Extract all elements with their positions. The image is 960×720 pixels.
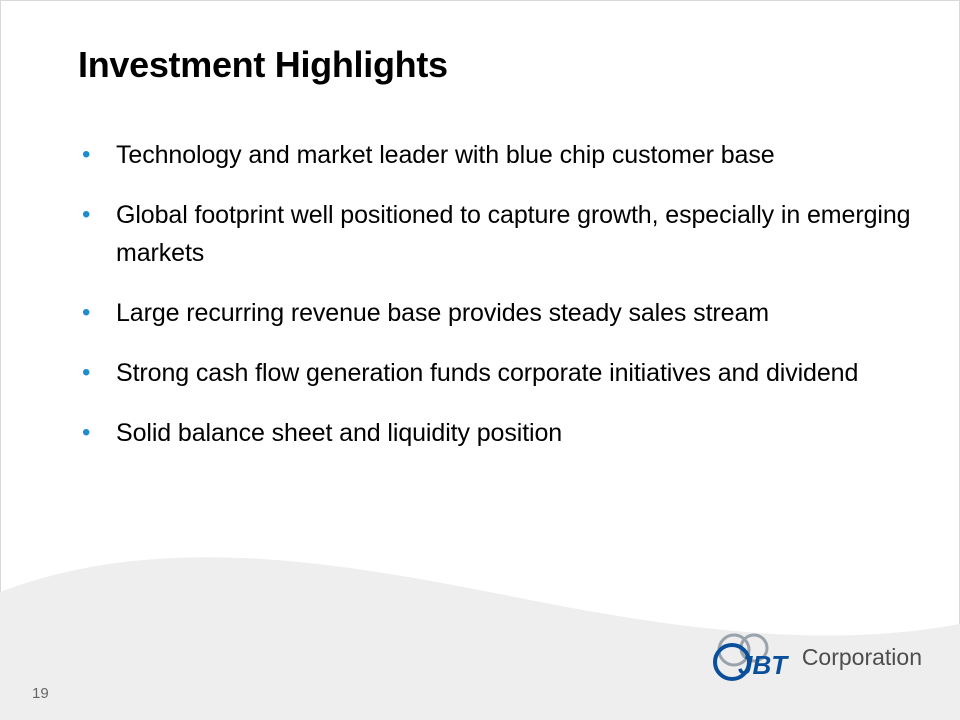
bullet-text: Solid balance sheet and liquidity position	[116, 419, 563, 447]
list-item	[78, 354, 918, 392]
decorative-wave	[0, 520, 960, 720]
page-title: Investment Highlights	[78, 44, 448, 85]
bullet-text: Large recurring revenue base provides steady sales stream	[116, 299, 769, 327]
bullet-dot-icon: •	[82, 201, 91, 228]
bullet-text: Global footprint well positioned to capture growth, especially in emerging markets	[116, 201, 911, 267]
jbt-logo-icon	[710, 632, 794, 682]
svg-text:JBT: JBT	[737, 650, 787, 680]
bullet-text: Strong cash flow generation funds corporate initiatives and dividend	[116, 359, 859, 387]
list-item	[78, 196, 918, 272]
list-item	[78, 136, 918, 174]
bullet-text: Technology and market leader with blue chip customer base	[116, 141, 775, 169]
bullet-dot-icon: •	[82, 359, 91, 386]
bullet-dot-icon: •	[82, 419, 91, 446]
logo-wordmark: Corporation	[801, 643, 922, 670]
list-item	[78, 414, 918, 452]
bullet-dot-icon: •	[82, 299, 91, 326]
bullet-dot-icon: •	[82, 141, 91, 168]
company-logo	[710, 632, 922, 682]
bullet-list	[78, 136, 918, 474]
page-number: 19	[32, 685, 49, 702]
list-item	[78, 294, 918, 332]
